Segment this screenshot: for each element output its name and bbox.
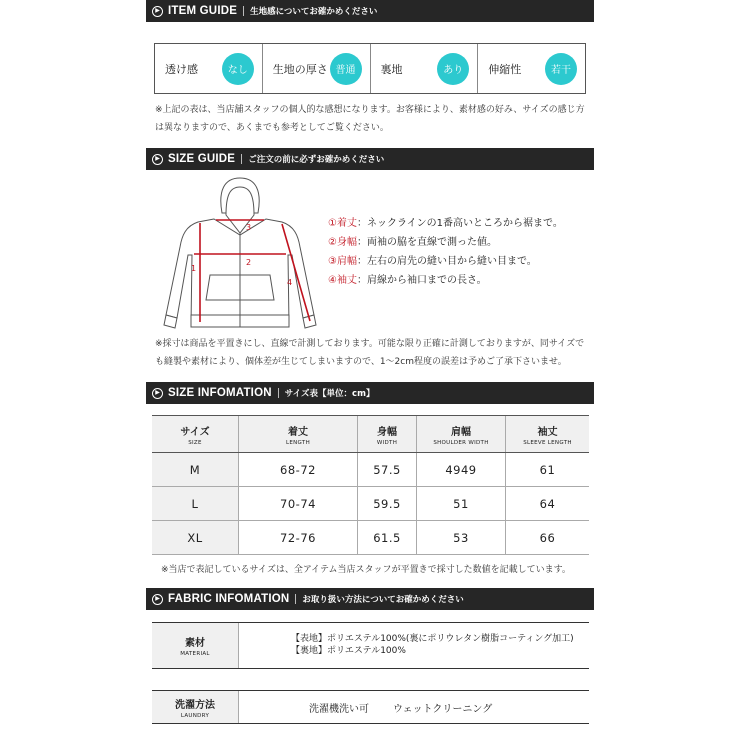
size-table xyxy=(152,415,589,555)
item-label: 透け感 xyxy=(165,62,198,76)
size-info-note: ※当店で表記しているサイズは、全アイテム当店スタッフが平置きで採寸した数値を記載しています。 xyxy=(161,565,571,575)
hoodie-measurement-diagram xyxy=(160,175,320,335)
section-title: FABRIC INFOMATION xyxy=(168,593,290,605)
section-subtitle: サイズ表【単位：cm】 xyxy=(284,389,375,399)
divider xyxy=(278,388,279,398)
material-label: 素材 MATERIAL xyxy=(152,623,239,668)
header-length: 着丈 LENGTH xyxy=(239,416,358,453)
item-badge: 若干 xyxy=(545,53,577,85)
fabric-info-header xyxy=(146,588,594,610)
item-guide-table xyxy=(154,43,586,94)
item-label: 生地の厚さ xyxy=(272,62,328,76)
label-3: 3 xyxy=(246,223,252,232)
table-row: XL 72-76 61.5 53 66 xyxy=(152,521,589,555)
section-title: SIZE GUIDE xyxy=(168,153,236,165)
header-sleeve: 袖丈 SLEEVE LENGTH xyxy=(506,416,590,453)
item-thickness xyxy=(262,44,370,93)
header-shoulder: 肩幅 SHOULDER WIDTH xyxy=(417,416,506,453)
table-row: M 68-72 57.5 4949 61 xyxy=(152,453,589,487)
laundry-value: 洗濯機洗い可 ウェットクリーニング xyxy=(309,703,493,715)
item-lining xyxy=(370,44,478,93)
section-subtitle: 生地感についてお確かめください xyxy=(250,7,378,17)
section-title: SIZE INFOMATION xyxy=(168,387,272,399)
material-row xyxy=(152,622,589,669)
label-1: 1 xyxy=(191,264,197,273)
label-4: 4 xyxy=(287,278,293,287)
item-badge: なし xyxy=(222,53,254,85)
chevron-right-icon: ▶ xyxy=(152,154,163,165)
definition-width: ②身幅：両袖の脇を直線で測った値。 xyxy=(328,237,497,248)
size-info-header xyxy=(146,382,594,404)
chevron-right-icon: ▶ xyxy=(152,388,163,399)
item-label: 伸縮性 xyxy=(488,62,522,76)
measurement-definitions xyxy=(328,214,563,290)
size-guide-note: ※採寸は商品を平置きにし、直線で計測しております。可能な限り正確に計測しておりますが、同サイズで も縫製や素材により、個体差が生じてしまいますので、1〜2cm程度の誤差は予めご了承下さいませ。 xyxy=(155,339,585,367)
item-badge: あり xyxy=(437,53,469,85)
header-width: 身幅 WIDTH xyxy=(358,416,417,453)
size-guide-header xyxy=(146,148,594,170)
definition-length: ①着丈：ネックラインの1番高いところから裾まで。 xyxy=(328,218,563,229)
section-title: ITEM GUIDE xyxy=(168,5,238,17)
item-guide-header xyxy=(146,0,594,22)
label-2: 2 xyxy=(246,258,252,267)
material-value: 【表地】ポリエステル100%(裏にポリウレタン樹脂コーティング加工) 【裏地】ポリエステル100% xyxy=(291,634,574,656)
definition-sleeve: ④袖丈：肩線から袖口までの長さ。 xyxy=(328,275,487,286)
item-label: 裏地 xyxy=(380,62,403,76)
header-size: サイズ SIZE xyxy=(152,416,239,453)
section-subtitle: ご注文の前に必ずお確かめください xyxy=(248,155,385,165)
section-subtitle: お取り扱い方法についてお確かめください xyxy=(302,595,464,605)
chevron-right-icon: ▶ xyxy=(152,594,163,605)
laundry-row xyxy=(152,690,589,724)
laundry-label: 洗濯方法 LAUNDRY xyxy=(152,691,239,723)
divider xyxy=(243,6,244,16)
table-header-row xyxy=(152,416,589,453)
table-row: L 70-74 59.5 51 64 xyxy=(152,487,589,521)
item-guide-note: ※上記の表は、当店舗スタッフの個人的な感想になります。お客様により、素材感の好み、サイズの感じ方 は異なりますので、あくまでも参考としてご覧ください。 xyxy=(155,105,585,133)
left-cuff xyxy=(164,315,177,328)
divider xyxy=(295,594,296,604)
item-badge: 普通 xyxy=(330,53,362,85)
chevron-right-icon: ▶ xyxy=(152,6,163,17)
divider xyxy=(241,154,242,164)
item-see-through xyxy=(155,44,262,93)
item-stretch xyxy=(477,44,585,93)
definition-shoulder: ③肩幅：左右の肩先の縫い目から縫い目まで。 xyxy=(328,256,537,267)
